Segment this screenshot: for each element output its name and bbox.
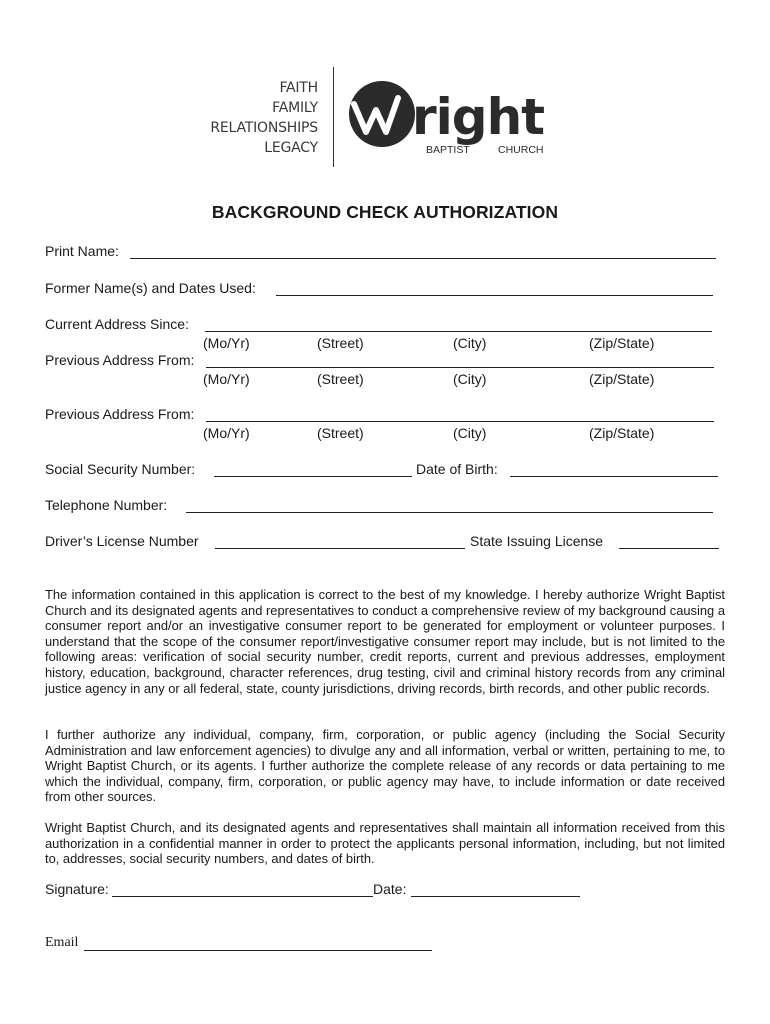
signature-label: Signature: — [45, 881, 109, 897]
authorization-paragraph-3: Wright Baptist Church, and its designated agents and representatives shall maintain all information received from this authorization in a confidential manner in order to protect the applicants personal information, including, but not limited to, addresses, social security numbers, and dates of birth. — [45, 820, 725, 867]
ssn-field[interactable] — [214, 476, 412, 477]
previous-address-1-field[interactable] — [206, 367, 714, 368]
dob-field[interactable] — [510, 476, 718, 477]
tagline-legacy: LEGACY — [264, 140, 318, 156]
print-name-field[interactable] — [130, 258, 716, 259]
authorization-paragraph-2: I further authorize any individual, company, firm, corporation, or public agency (including the Social Security Administration and law enforcement agencies) to divulge any and all information, verbal or written, pertaining to me, to Wright Baptist Church, or its agents. I further authorize the complete release of any records or data pertaining to me which the individual, company, firm, corporation, or public agency may have, to include information or date received from other sources. — [45, 727, 725, 805]
tagline-faith: FAITH — [279, 80, 318, 96]
telephone-label: Telephone Number: — [45, 497, 168, 513]
prev1-street-hint: (Street) — [317, 371, 364, 387]
date-label: Date: — [373, 881, 407, 897]
current-address-label: Current Address Since: — [45, 316, 189, 332]
drivers-license-label: Driver’s License Number — [45, 533, 199, 549]
tagline-relationships: RELATIONSHIPS — [210, 120, 318, 136]
previous-address-2-label: Previous Address From: — [45, 406, 195, 422]
former-names-field[interactable] — [276, 295, 713, 296]
telephone-field[interactable] — [186, 512, 713, 513]
current-moyr-hint: (Mo/Yr) — [203, 335, 250, 351]
prev2-moyr-hint: (Mo/Yr) — [203, 425, 250, 441]
tagline — [118, 78, 318, 158]
current-address-field[interactable] — [205, 331, 712, 332]
prev1-moyr-hint: (Mo/Yr) — [203, 371, 250, 387]
current-street-hint: (Street) — [317, 335, 364, 351]
logo-sub-right: CHURCH — [498, 144, 544, 156]
header-divider — [333, 67, 334, 167]
prev1-city-hint: (City) — [453, 371, 487, 387]
ssn-label: Social Security Number: — [45, 461, 196, 477]
logo-word: right — [412, 88, 545, 146]
current-zipstate-hint: (Zip/State) — [589, 335, 655, 351]
previous-address-1-label: Previous Address From: — [45, 352, 195, 368]
email-label: Email — [45, 935, 79, 950]
state-issuing-label: State Issuing License — [470, 533, 604, 549]
former-names-label: Former Name(s) and Dates Used: — [45, 280, 256, 296]
previous-address-2-field[interactable] — [206, 421, 714, 422]
prev1-zipstate-hint: (Zip/State) — [589, 371, 655, 387]
dob-label: Date of Birth: — [416, 461, 498, 477]
drivers-license-field[interactable] — [215, 548, 465, 549]
authorization-paragraph-1: The information contained in this application is correct to the best of my knowledge. I hereby authorize Wright Baptist Church and its designated agents and representatives to conduct a comprehensive review of my background causing a consumer report and/or an investigative consumer report to be generated for employment or volunteer purposes. I understand that the scope of the consumer report/investigative consumer report may include, but is not limited to the following areas: verification of social security number, credit reports, current and previous addresses, employment history, education, background, character references, drug testing, civil and criminal history records from any criminal justice agency in any or all federal, state, county jurisdictions, driving records, birth records, and other public records. — [45, 587, 725, 696]
state-issuing-field[interactable] — [619, 548, 719, 549]
prev2-zipstate-hint: (Zip/State) — [589, 425, 655, 441]
print-name-label: Print Name: — [45, 243, 119, 259]
logo-sub-left: BAPTIST — [426, 144, 470, 156]
form-title: BACKGROUND CHECK AUTHORIZATION — [211, 202, 559, 222]
signature-field[interactable] — [112, 896, 373, 897]
current-city-hint: (City) — [453, 335, 487, 351]
prev2-street-hint: (Street) — [317, 425, 364, 441]
email-field[interactable] — [84, 950, 432, 951]
wright-logo — [346, 76, 561, 158]
tagline-family: FAMILY — [272, 100, 318, 116]
date-field[interactable] — [411, 896, 580, 897]
prev2-city-hint: (City) — [453, 425, 487, 441]
